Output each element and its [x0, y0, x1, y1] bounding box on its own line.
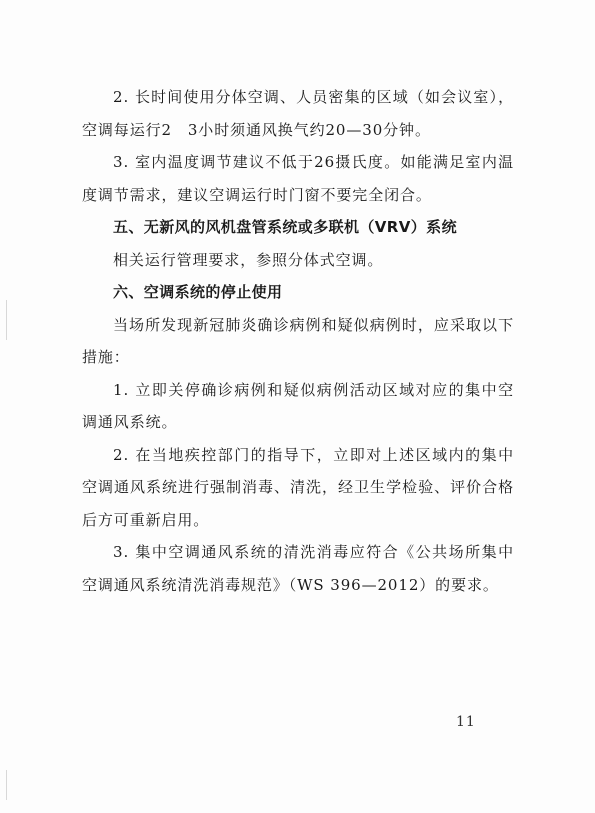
- paragraph-section-6-intro: 当场所发现新冠肺炎确诊病例和疑似病例时，应采取以下措施：: [82, 315, 514, 366]
- paragraph-section-5-body: 相关运行管理要求，参照分体式空调。: [113, 250, 384, 269]
- section-heading-6: 六、空调系统的停止使用: [113, 283, 283, 301]
- paragraph-3-temperature: 3. 室内温度调节建议不低于26摄氏度。如能满足室内温度调节需求，建议空调运行时门窗不要完全闭合。: [82, 153, 514, 204]
- document-body: [82, 81, 514, 601]
- scan-edge-mark: [6, 300, 7, 340]
- paragraph-measure-2: 2. 在当地疾控部门的指导下，立即对上述区域内的集中空调通风系统进行强制消毒、清洗，经卫生学检验、评价合格后方可重新启用。: [82, 445, 514, 529]
- paragraph-2-ventilation: 2. 长时间使用分体空调、人员密集的区域（如会议室），空调每运行2 3小时须通风换气约20—30分钟。: [82, 88, 514, 139]
- page-number: 11: [456, 714, 476, 730]
- scan-edge-mark: [6, 770, 7, 800]
- section-heading-5: 五、无新风的风机盘管系统或多联机（VRV）系统: [113, 218, 457, 236]
- paragraph-measure-1: 1. 立即关停确诊病例和疑似病例活动区域对应的集中空调通风系统。: [82, 380, 514, 431]
- paragraph-measure-3: 3. 集中空调通风系统的清洗消毒应符合《公共场所集中空调通风系统清洗消毒规范》（WS 396—2012）的要求。: [82, 543, 514, 594]
